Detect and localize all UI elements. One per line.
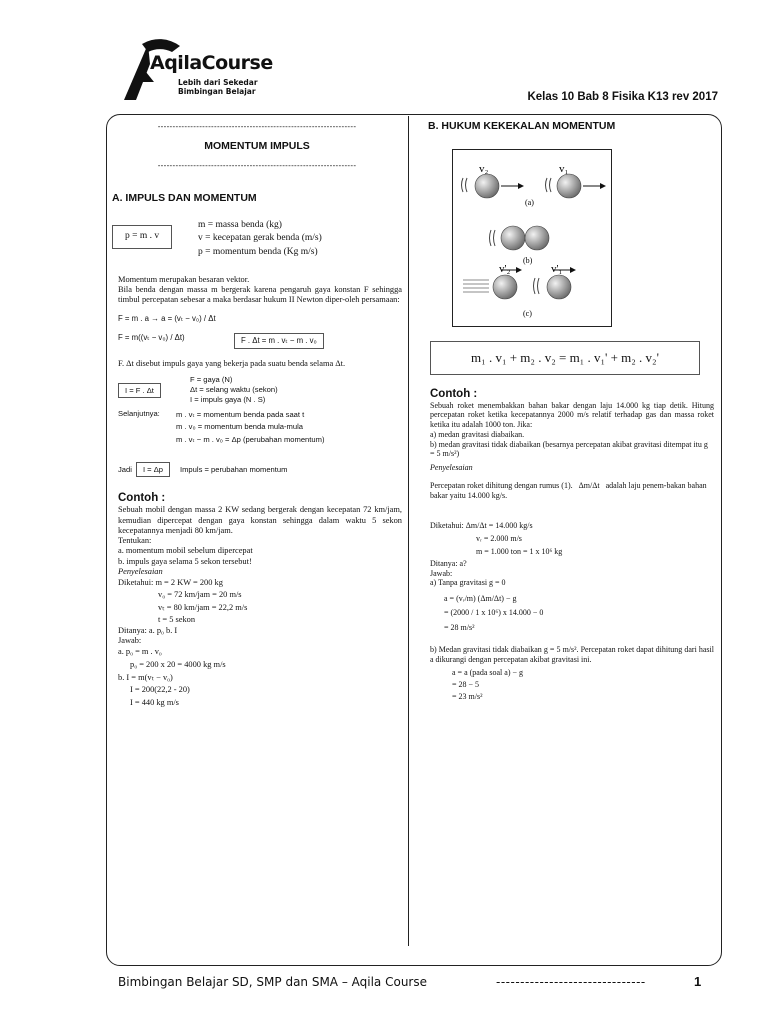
rumus-fraction: Δm/Δt (578, 480, 600, 490)
label-a: (a) (525, 197, 534, 207)
question-a: a. momentum mobil sebelum dipercepat (118, 546, 253, 556)
def-v: v = kecepatan gerak benda (m/s) (198, 233, 322, 244)
conservation-formula-box: m₁ . v₁ + m₂ . v₂ = m₁ . v₁' + m₂ . v₂' (430, 341, 700, 375)
part-b: b) Medan gravitasi tidak diabaikan g = 5 m/s². Percepatan roket dapat dihitung dari hasil a dikurangi dengan percepatan akibat gravitasi ini. (430, 645, 714, 664)
label-v2: v₂ (479, 162, 489, 175)
contoh-heading-left: Contoh : (118, 492, 166, 505)
footer-dashes: ------------------------------- (496, 975, 646, 989)
jadi-label: Jadi (118, 465, 132, 475)
equation-3-box: F . Δt = m . vₜ − m . v₀ (234, 333, 324, 349)
answers-left (118, 646, 402, 709)
calc-b-2: = 28 − 5 (452, 679, 480, 689)
tentukan-label: Tentukan: (118, 536, 152, 546)
known-t: t = 5 sekon (158, 614, 196, 624)
diketahui-left (118, 577, 402, 626)
calc-a (444, 592, 714, 635)
label-v1-prime: v'₁ (551, 262, 563, 275)
known-vt: vₜ = 80 km/jam = 22,2 m/s (158, 602, 248, 612)
next-line-3: m . vₜ − m . v₀ = Δp (perubahan momentum) (176, 434, 325, 444)
rumus-text-b: adalah laju penem-bakan bahan bakar yaitu 14.000 kg/s. (430, 480, 707, 500)
calc-b (452, 667, 714, 703)
collision-diagram (452, 149, 612, 327)
rumus-text: Percepatan roket dihitung dengan rumus (1). (430, 480, 573, 490)
dash-line-bottom: ------------------------------------------------------------------- (157, 160, 357, 170)
calc-a-2: = (2000 / 1 x 10⁶) x 14.000 − 0 (444, 608, 544, 618)
label-b: (b) (523, 255, 533, 265)
equation-1: F = m . a → a = (vₜ − v₀) / Δt (118, 313, 216, 323)
impuls-note: F. Δt disebut impuls gaya yang bekerja pada suatu benda selama Δt. (118, 358, 346, 368)
section-b-heading: B. HUKUM KEKEKALAN MOMENTUM (428, 120, 616, 132)
known-mass-rocket: m = 1.000 ton = 1 x 10⁶ kg (476, 547, 563, 557)
ditanya-left: Ditanya: a. p₀ b. I (118, 625, 178, 635)
known-rate: Diketahui: Δm/Δt = 14.000 kg/s (430, 521, 533, 531)
collision-figure (453, 150, 613, 328)
label-v2-prime: v'₂ (499, 262, 511, 275)
momentum-formula-box: p = m . v (112, 225, 172, 249)
calc-a-3: = 28 m/s² (444, 622, 475, 632)
calc-a-1: a = (vᵣ/m) (Δm/Δt) − g (444, 594, 517, 604)
equation-2: F = m((vₜ − v₀) / Δt) (118, 333, 185, 343)
known-v0: v₀ = 72 km/jam = 20 m/s (158, 590, 242, 600)
answer-b-1: b. I = m(vₜ − v₀) (118, 672, 173, 682)
impuls-formula-box: I = F . Δt (118, 383, 161, 398)
def-p: p = momentum benda (Kg m/s) (198, 246, 318, 257)
logo-mark-icon (118, 38, 268, 110)
impuls-def-f: F = gaya (N) (190, 374, 233, 384)
left-column (112, 122, 402, 709)
chapter-title: MOMENTUM IMPULS (204, 139, 310, 152)
header-reference: Kelas 10 Bab 8 Fisika K13 rev 2017 (527, 91, 718, 103)
part-a: a) Tanpa gravitasi g = 0 (430, 578, 506, 588)
case-a: a) medan gravitasi diabaikan. (430, 429, 525, 439)
jadi-formula-box: I = Δp (136, 462, 170, 477)
known-mass: Diketahui: m = 2 KW = 200 kg (118, 578, 223, 588)
answer-b-3: I = 440 kg m/s (130, 697, 179, 707)
def-m: m = massa benda (kg) (198, 220, 282, 231)
footer-text: Bimbingan Belajar SD, SMP dan SMA – Aqila Course (118, 975, 427, 989)
logo (118, 38, 273, 110)
logo-tagline-1: Lebih dari Sekedar (178, 78, 258, 87)
penyelesaian-left: Penyelesaian (118, 566, 163, 576)
column-divider (408, 116, 409, 946)
answer-a-2: p₀ = 200 x 20 = 4000 kg m/s (130, 659, 226, 669)
diketahui-right (430, 520, 714, 558)
calc-b-3: = 23 m/s² (452, 691, 483, 701)
answer-b-2: I = 200(22,2 - 20) (130, 685, 190, 695)
next-label: Selanjutnya: (118, 408, 160, 418)
vector-note: Momentum merupakan besaran vektor. (118, 274, 250, 284)
section-a-heading: A. IMPULS DAN MOMENTUM (112, 192, 257, 205)
logo-tagline-2: Bimbingan Belajar (178, 87, 256, 96)
case-b: b) medan gravitasi tidak diabaikan (besarnya percepatan akibat gravitasi ditempat itu g = 5 m/s²) (430, 439, 708, 459)
penyelesaian-right: Penyelesaian (430, 463, 473, 473)
problem-left: Sebuah mobil dengan massa 2 KW sedang bergerak dengan kecepatan 72 km/jam, kemudian dipercepat dengan gaya konstan sehingga dalam waktu 5 sekon kecepatannya menjadi 80 km/jam. (118, 505, 402, 535)
label-v1: v₁ (559, 162, 569, 175)
newton-intro: Bila benda dengan massa m bergerak karena pengaruh gaya konstan F sehingga timbul percepatan sebesar a maka berdasar hukum II Newton diper-oleh persamaan: (118, 285, 402, 305)
momentum-definition (112, 219, 402, 259)
logo-brand: AqilaCourse (150, 52, 273, 74)
contoh-heading-right: Contoh : (430, 387, 478, 400)
next-line-1: m . vₜ = momentum benda pada saat t (176, 409, 305, 419)
jadi-text: Impuls = perubahan momentum (180, 465, 288, 475)
right-column (414, 120, 714, 703)
known-vr: vᵣ = 2.000 m/s (476, 534, 522, 544)
next-line-2: m . v₀ = momentum benda mula-mula (176, 422, 304, 432)
calc-b-1: a = a (pada soal a) − g (452, 667, 523, 677)
ditanya-right: Ditanya: a? (430, 558, 467, 568)
dash-line-top: ------------------------------------------------------------------- (157, 122, 357, 131)
answer-a-1: a. p₀ = m . v₀ (118, 647, 162, 657)
page-number: 1 (694, 974, 702, 989)
impuls-def-i: I = impuls gaya (N . S) (190, 394, 266, 404)
impuls-def-dt: Δt = selang waktu (sekon) (190, 384, 278, 394)
label-c: (c) (523, 308, 532, 318)
problem-right: Sebuah roket menembakkan bahan bakar dengan laju 14.000 kg tiap detik. Hitung percepatan roket ketika kecepatannya 2000 m/s relatif terhadap gas dan massa roket ketika itu adalah 1000 ton. Jika: (430, 400, 714, 430)
question-b: b. impuls gaya selama 5 sekon tersebut! (118, 556, 252, 566)
jawab-left: Jawab: (118, 636, 142, 646)
jawab-right: Jawab: (430, 568, 453, 578)
